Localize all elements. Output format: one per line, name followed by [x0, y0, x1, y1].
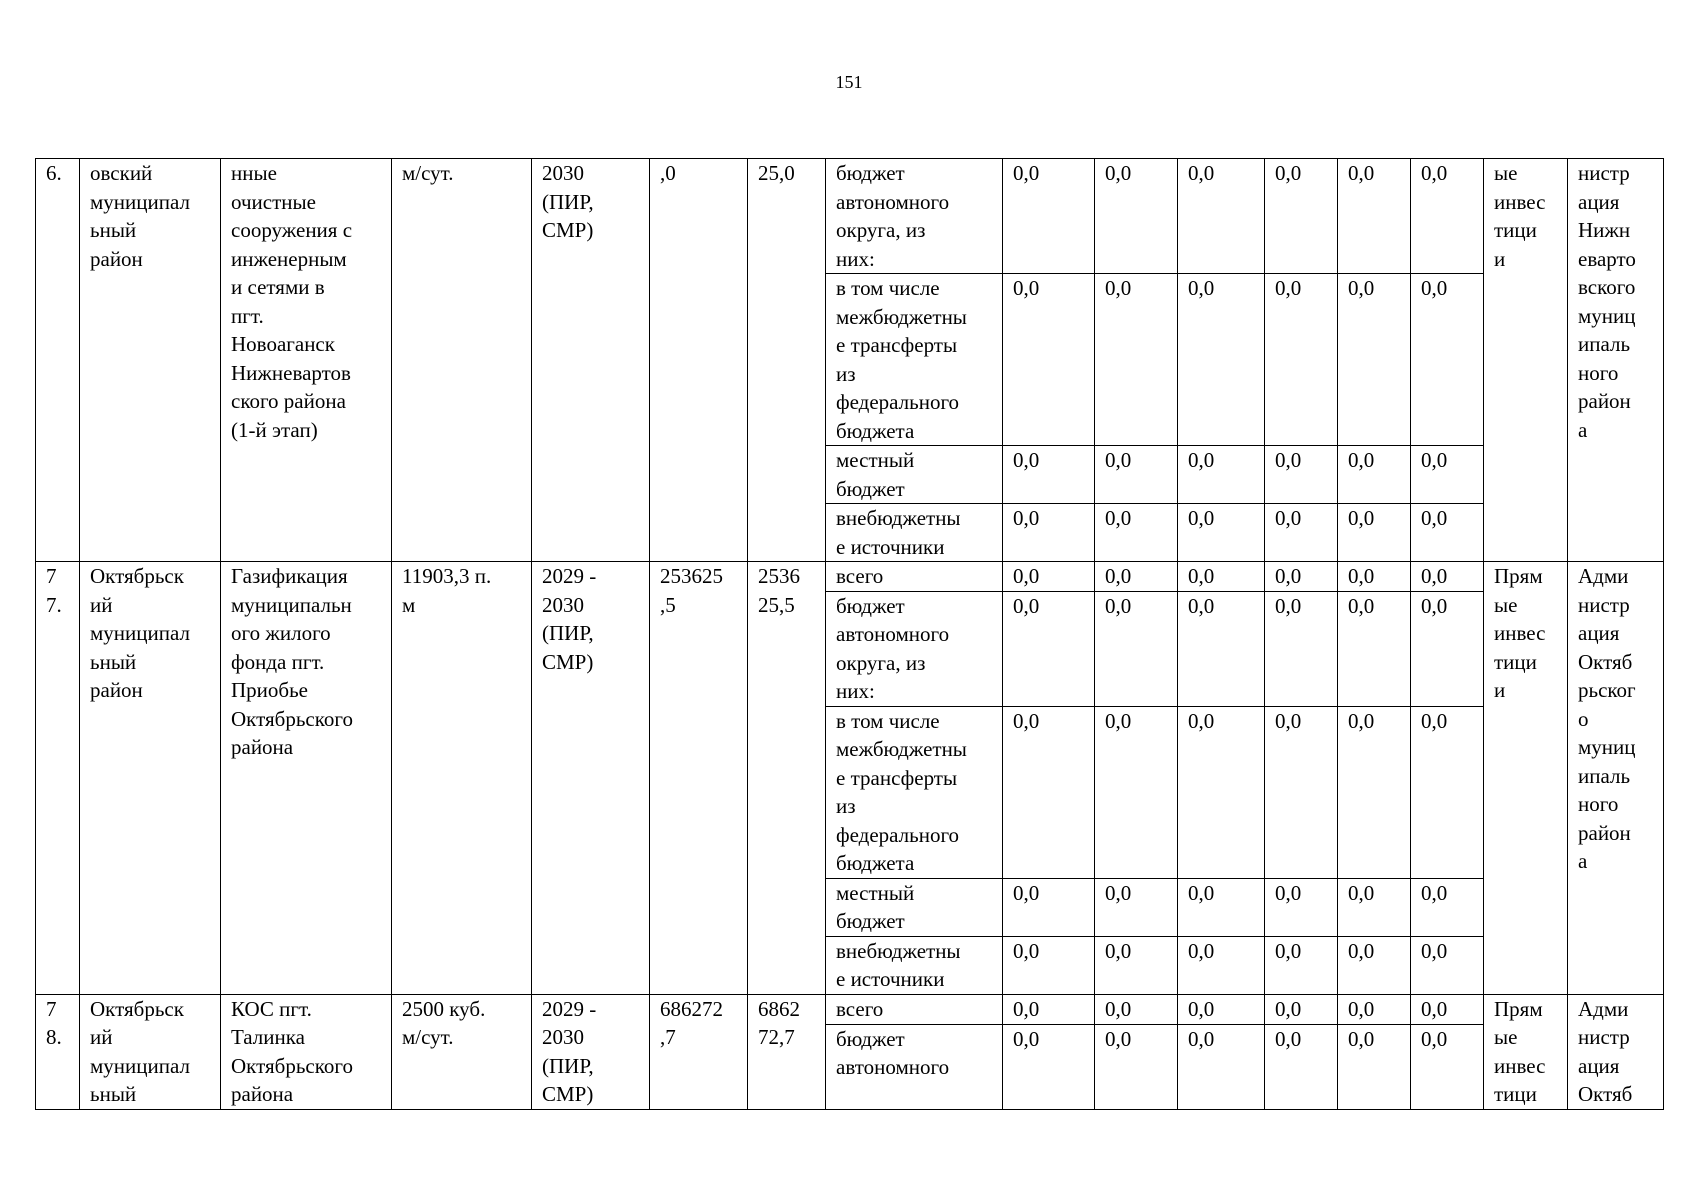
investment-type-cell: Прям ые инвес тици	[1484, 994, 1568, 1109]
object-name-cell: нные очистные сооружения с инженерным и сетями в пгт. Новоаганск Нижневартов ского района (1-й этап)	[221, 159, 392, 562]
amount-cell: 0,0	[1178, 274, 1265, 446]
amount-cell: 0,0	[1003, 878, 1095, 936]
investment-projects-table	[35, 158, 1664, 1110]
amount-cell: 0,0	[1265, 1024, 1338, 1109]
amount-cell: 0,0	[1411, 936, 1484, 994]
remaining-cost-cell: 6862 72,7	[748, 994, 826, 1109]
amount-cell: 0,0	[1095, 1024, 1178, 1109]
page-number: 151	[835, 72, 863, 92]
amount-cell: 0,0	[1338, 446, 1411, 504]
amount-cell: 0,0	[1003, 994, 1095, 1024]
period-cell: 2029 - 2030 (ПИР, СМР)	[532, 562, 650, 995]
amount-cell: 0,0	[1003, 936, 1095, 994]
amount-cell: 0,0	[1338, 504, 1411, 562]
remaining-cost-cell: 2536 25,5	[748, 562, 826, 995]
cost-cell: 686272 ,7	[650, 994, 748, 1109]
amount-cell: 0,0	[1178, 878, 1265, 936]
funding-source-local: местный бюджет	[826, 446, 1003, 504]
row-number: 6.	[36, 159, 80, 562]
amount-cell: 0,0	[1178, 994, 1265, 1024]
amount-cell: 0,0	[1178, 706, 1265, 878]
funding-source-federal: в том числе межбюджетны е трансферты из федерального бюджета	[826, 706, 1003, 878]
amount-cell: 0,0	[1265, 504, 1338, 562]
object-name-cell: КОС пгт. Талинка Октябрьского района	[221, 994, 392, 1109]
amount-cell: 0,0	[1095, 446, 1178, 504]
table-row	[36, 562, 1664, 592]
amount-cell: 0,0	[1265, 706, 1338, 878]
amount-cell: 0,0	[1265, 878, 1338, 936]
amount-cell: 0,0	[1411, 1024, 1484, 1109]
table-row	[36, 994, 1664, 1024]
capacity-cell: 2500 куб. м/сут.	[392, 994, 532, 1109]
amount-cell: 0,0	[1003, 446, 1095, 504]
remaining-cost-cell: 25,0	[748, 159, 826, 562]
amount-cell: 0,0	[1003, 1024, 1095, 1109]
amount-cell: 0,0	[1338, 274, 1411, 446]
amount-cell: 0,0	[1411, 878, 1484, 936]
object-name-cell: Газификация муниципальн ого жилого фонда пгт. Приобье Октябрьского района	[221, 562, 392, 995]
investment-type-cell: Прям ые инвес тици и	[1484, 562, 1568, 995]
amount-cell: 0,0	[1338, 591, 1411, 706]
amount-cell: 0,0	[1095, 159, 1178, 274]
amount-cell: 0,0	[1411, 562, 1484, 592]
amount-cell: 0,0	[1265, 994, 1338, 1024]
amount-cell: 0,0	[1265, 562, 1338, 592]
amount-cell: 0,0	[1265, 446, 1338, 504]
amount-cell: 0,0	[1338, 1024, 1411, 1109]
amount-cell: 0,0	[1265, 591, 1338, 706]
funding-source-federal: в том числе межбюджетны е трансферты из федерального бюджета	[826, 274, 1003, 446]
period-cell: 2030 (ПИР, СМР)	[532, 159, 650, 562]
amount-cell: 0,0	[1338, 936, 1411, 994]
amount-cell: 0,0	[1411, 159, 1484, 274]
amount-cell: 0,0	[1411, 706, 1484, 878]
table-row	[36, 159, 1664, 274]
amount-cell: 0,0	[1178, 591, 1265, 706]
amount-cell: 0,0	[1411, 591, 1484, 706]
cost-cell: 253625 ,5	[650, 562, 748, 995]
amount-cell: 0,0	[1003, 159, 1095, 274]
funding-source-okrug: бюджет автономного округа, из них:	[826, 159, 1003, 274]
row-number: 7 7.	[36, 562, 80, 995]
customer-cell: Адми нистр ация Октяб рьског о муниц ипаль ного район а	[1568, 562, 1664, 995]
funding-source-local: местный бюджет	[826, 878, 1003, 936]
amount-cell: 0,0	[1338, 994, 1411, 1024]
amount-cell: 0,0	[1095, 706, 1178, 878]
municipality-cell: Октябрьск ий муниципал ьный	[80, 994, 221, 1109]
funding-source-extra: внебюджетны е источники	[826, 936, 1003, 994]
amount-cell: 0,0	[1095, 591, 1178, 706]
row-number: 7 8.	[36, 994, 80, 1109]
investment-type-cell: ые инвес тици и	[1484, 159, 1568, 562]
amount-cell: 0,0	[1178, 446, 1265, 504]
funding-source-okrug: бюджет автономного	[826, 1024, 1003, 1109]
funding-source-total: всего	[826, 562, 1003, 592]
funding-source-extra: внебюджетны е источники	[826, 504, 1003, 562]
amount-cell: 0,0	[1411, 274, 1484, 446]
amount-cell: 0,0	[1411, 446, 1484, 504]
funding-source-okrug: бюджет автономного округа, из них:	[826, 591, 1003, 706]
amount-cell: 0,0	[1095, 274, 1178, 446]
amount-cell: 0,0	[1178, 936, 1265, 994]
period-cell: 2029 - 2030 (ПИР, СМР)	[532, 994, 650, 1109]
amount-cell: 0,0	[1095, 936, 1178, 994]
capacity-cell: м/сут.	[392, 159, 532, 562]
amount-cell: 0,0	[1095, 504, 1178, 562]
amount-cell: 0,0	[1265, 936, 1338, 994]
amount-cell: 0,0	[1003, 591, 1095, 706]
customer-cell: Адми нистр ация Октяб	[1568, 994, 1664, 1109]
amount-cell: 0,0	[1095, 878, 1178, 936]
amount-cell: 0,0	[1178, 562, 1265, 592]
municipality-cell: овский муниципал ьный район	[80, 159, 221, 562]
amount-cell: 0,0	[1003, 706, 1095, 878]
amount-cell: 0,0	[1178, 159, 1265, 274]
amount-cell: 0,0	[1338, 878, 1411, 936]
funding-source-total: всего	[826, 994, 1003, 1024]
amount-cell: 0,0	[1003, 274, 1095, 446]
amount-cell: 0,0	[1338, 562, 1411, 592]
amount-cell: 0,0	[1265, 274, 1338, 446]
amount-cell: 0,0	[1411, 504, 1484, 562]
municipality-cell: Октябрьск ий муниципал ьный район	[80, 562, 221, 995]
cost-cell: ,0	[650, 159, 748, 562]
amount-cell: 0,0	[1003, 504, 1095, 562]
amount-cell: 0,0	[1338, 159, 1411, 274]
amount-cell: 0,0	[1095, 994, 1178, 1024]
amount-cell: 0,0	[1338, 706, 1411, 878]
amount-cell: 0,0	[1095, 562, 1178, 592]
amount-cell: 0,0	[1003, 562, 1095, 592]
capacity-cell: 11903,3 п. м	[392, 562, 532, 995]
amount-cell: 0,0	[1411, 994, 1484, 1024]
amount-cell: 0,0	[1178, 504, 1265, 562]
amount-cell: 0,0	[1265, 159, 1338, 274]
amount-cell: 0,0	[1178, 1024, 1265, 1109]
customer-cell: нистр ация Нижн еварто вского муниц ипаль ного район а	[1568, 159, 1664, 562]
